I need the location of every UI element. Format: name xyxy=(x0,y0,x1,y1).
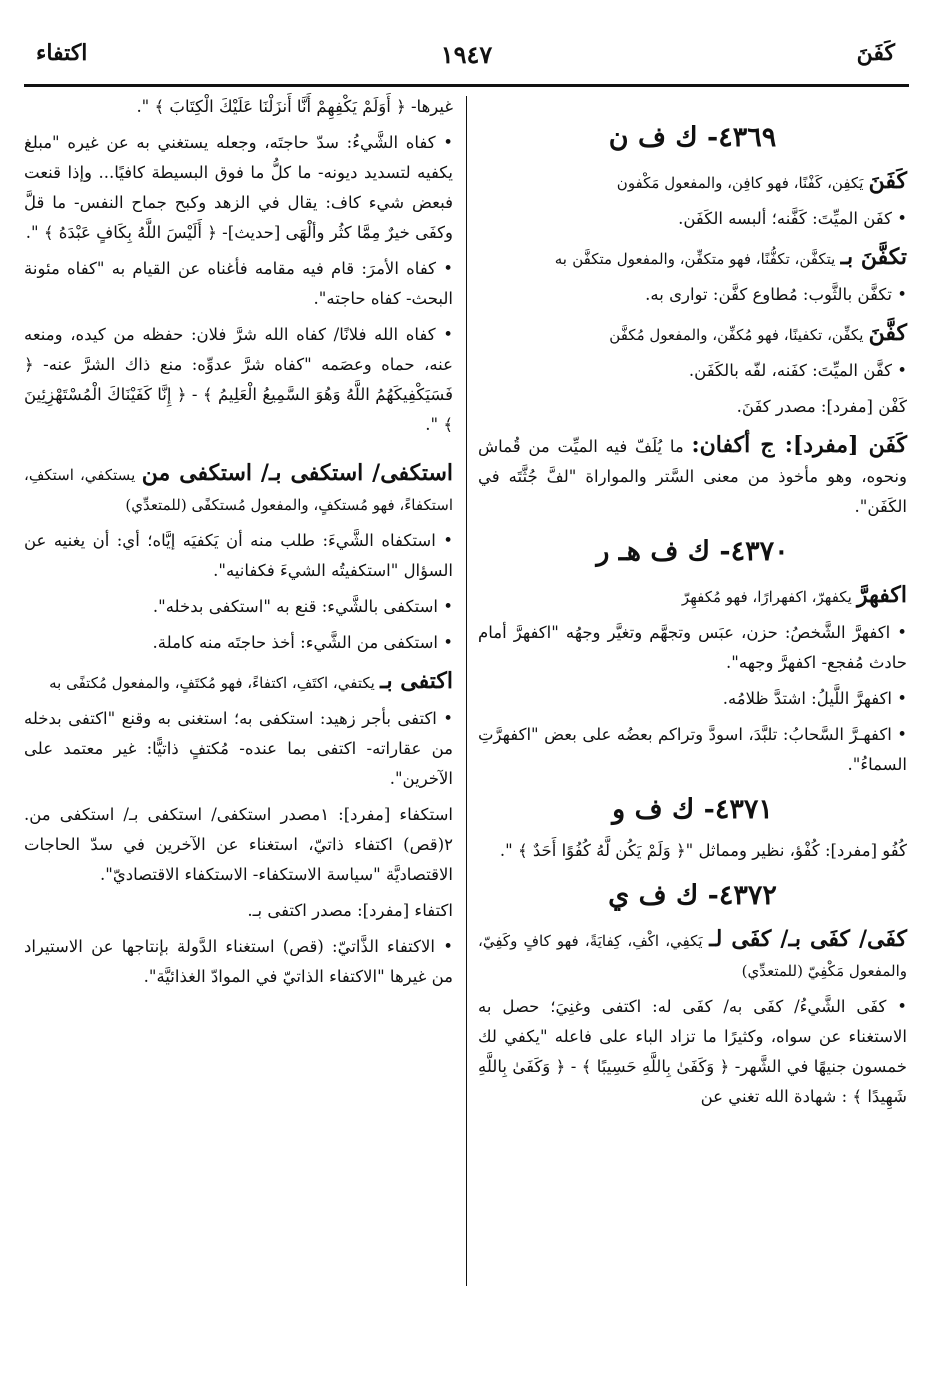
headword: اكفهرَّ xyxy=(857,582,907,608)
conjugation: يتكفَّن، تكفُّنًا، فهو متكفِّن، والمفعول متكفَّن xyxy=(572,250,836,268)
conjugation: يَكفِي، اكْفِ، كِفايَةً، فهو كافٍ وكَفِيّ، والمفعول مَكْفِيّ (للمتعدِّي) xyxy=(478,932,907,980)
conjugation: يستكفي، استكفِ، استكفاءً، فهو مُستكفٍ، والمفعول مُستكفًى (للمتعدِّي) xyxy=(24,466,453,514)
sense: • استكفاه الشَّيءَ: طلب منه أن يَكفيَه إيَّاه؛ أي: أن يغنيه عن السؤال "استكفيتُه الشيءَ فكفانيه". xyxy=(24,531,453,580)
conjugation: يكفهرّ، اكفهرارًا، فهو مُكفهِرّ xyxy=(681,588,852,606)
sense: • كفاه الشَّيءُ: سدّ حاجتَه، وجعله يستغني به عن غيره "مبلغ يكفيه لتسديد ديونه- ما كلُّ ما فوق البسيطة كافيًا... وإذا قنعت فبعض شيء كاف: يقال في الزهد وكبح جماح النفس- ما قلَّ وكفَى خيرٌ مِمَّا كثُر وألْهَى [حديث]- ﴿ أَلَيْسَ اللَّهُ بِكَافٍ عَبْدَهُ ﴾ ". xyxy=(24,133,453,242)
headword: استكفى/ استكفى بـ/ استكفى من xyxy=(141,460,454,486)
entry-takaffana xyxy=(478,240,907,274)
entry-kafn: كَفْن [مفرد]: مصدر كفَنَ. xyxy=(736,397,907,416)
sense: • كفاه الأمرَ: قام فيه مقامه فأغناه عن القيام به "كفاه مئونة البحث- كفاه حاجته". xyxy=(24,259,453,308)
entry-kafa xyxy=(478,922,907,986)
sense: • اكفهرَّ الشَّخصُ: حزن، عبَس وتجهَّم وتغيَّر وجهُه "اكفهرَّ أمام حادث مُفجع- اكفهرَّ وجهه". xyxy=(478,623,907,672)
conjugation-end: به xyxy=(554,250,567,268)
root-heading-4369: ٤٣٦٩- ك ف ن xyxy=(608,122,777,153)
sense: • كفَّن الميِّتَ: كفَنه، لفّه بالكَفَن. xyxy=(688,361,907,380)
page-header xyxy=(30,40,903,76)
entry-kafana xyxy=(478,164,907,198)
sense: • كفَى الشَّيءُ/ كفَى به/ كفَى له: اكتفى وغنِيَ؛ حصل به الاستغناء عن سواه، وكثيرًا ما تزاد الباء على فاعله "يكفي لك خمسون جنيهًا في الشَّهر- ﴿ وَكَفَىٰ بِاللَّهِ حَسِيبًا ﴾ - ﴿ وَكَفَىٰ بِاللَّهِ شَهِيدًا ﴾ : شهادة الله تغني عن xyxy=(478,997,907,1106)
entry-iktifa: اكتفاء [مفرد]: مصدر اكتفى بـ. xyxy=(247,901,453,920)
sense: • تكفَّن بالثَّوب: مُطاوع كفَّن: توارى به. xyxy=(645,285,907,304)
page-number: ١٩٤٧ xyxy=(440,40,493,69)
entry-kufu: كُفُو [مفرد]: كُفْؤ، نظير ومماثل "﴿ وَلَمْ يَكُن لَّهُ كُفُوًا أَحَدٌ ﴾ ". xyxy=(499,841,907,860)
entry-kaffana xyxy=(478,316,907,350)
conjugation: يكتفي، اكتَفِ، اكتفاءً، فهو مُكتَفٍ، والمفعول مُكتفًى به xyxy=(49,674,375,692)
headword: اكتفى بـ xyxy=(380,668,453,694)
sense: • اكفهـرَّ السَّحابُ: تلبَّدَ، اسودَّ وتراكم بعضُه على بعض "اكفهرَّتِ السماءُ". xyxy=(478,725,907,774)
continued-text: غيرها- ﴿ أَوَلَمْ يَكْفِهِمْ أَنَّا أَنزَلْنَا عَلَيْكَ الْكِتَابَ ﴾ ". xyxy=(136,97,453,116)
header-rule xyxy=(24,84,909,87)
root-heading-4371: ٤٣٧١- ك ف و xyxy=(612,794,773,825)
column-divider xyxy=(466,96,467,1286)
conjugation: يكفِّن، تكفينًا، فهو مُكفِّن، والمفعول مُكفَّن xyxy=(609,326,864,344)
headword: تكفَّنَ بـ xyxy=(840,244,907,270)
headword: كَفَنَ xyxy=(868,168,907,194)
right-column xyxy=(478,92,907,1118)
root-heading-4370: ٤٣٧٠- ك ف هـ ر xyxy=(596,536,789,567)
headword: كفَّنَ xyxy=(868,320,907,346)
entry-kafan xyxy=(478,428,907,522)
sense: • الاكتفاء الذَّاتيّ: (قص) استغناء الدَّولة بإنتاجها عن الاستيراد من غيرها "الاكتفاء الذاتيّ في الموادّ الغذائيَّة". xyxy=(24,937,453,986)
entry-istakfa xyxy=(24,456,453,520)
headword: كفَى/ كفَى بـ/ كفَى لـ xyxy=(709,926,908,952)
sense: • اكتفى بأجر زهيد: استكفى به؛ استغنى به وقنع "اكتفى بدخله من عقاراته- اكتفى بما عنده- مُكتفٍ ذاتيًّا: غير معتمد على الآخرين". xyxy=(24,709,453,788)
entry-istikfa: استكفاء [مفرد]: ١مصدر استكفى/ استكفى بـ/ استكفى من. ٢(قص) اكتفاء ذاتيّ، استغناء عن الآخرين في سدّ الحاجات الاقتصاديَّة "سياسة الاستكفاء- الاستكفاء الاقتصاديّ". xyxy=(24,805,453,884)
sense: • كفَن الميِّتَ: كَفَّنه؛ ألبسه الكَفَن. xyxy=(678,209,907,228)
sense: • كفاه الله فلانًا/ كفاه الله شرَّ فلان: حفظه من كيده، ومنعه عنه، حماه وعصَمه "كفاه شرَّ عدوِّه: منع ذاك الشرَّ عنه- ﴿ فَسَيَكْفِيكَهُمُ اللَّهُ وَهُوَ السَّمِيعُ الْعَلِيمُ ﴾ - ﴿ إِنَّا كَفَيْنَاكَ الْمُسْتَهْزِئِينَ ﴾ ". xyxy=(24,325,453,434)
headword: كَفَن [مفرد]: ج أكفان: xyxy=(691,432,908,458)
header-last-word: اكتفاء xyxy=(36,40,88,66)
conjugation: يَكفِن، كَفْنًا، فهو كافِن، والمفعول مَكْفون xyxy=(616,174,864,192)
header-first-word: كَفَنَ xyxy=(856,40,895,66)
left-column xyxy=(24,92,453,998)
sense: • استكفى من الشَّيء: أخذ حاجتَه منه كاملة. xyxy=(152,633,453,652)
sense: • اكفهرَّ اللَّيلُ: اشتدَّ ظلامُه. xyxy=(722,689,907,708)
sense: • استكفى بالشَّيء: قنع به "استكفى بدخله". xyxy=(152,597,453,616)
entry-ikfahar xyxy=(478,578,907,612)
definition: ما يُلَفّ فيه الميِّت من قُماش ونحوه، وهو مأخوذ من معنى السَّتر والمواراة "لفَّ جُثَّتَه في الكَفَن". xyxy=(478,437,907,516)
entry-iktafa xyxy=(24,664,453,698)
root-heading-4372: ٤٣٧٢- ك ف ي xyxy=(608,880,777,911)
